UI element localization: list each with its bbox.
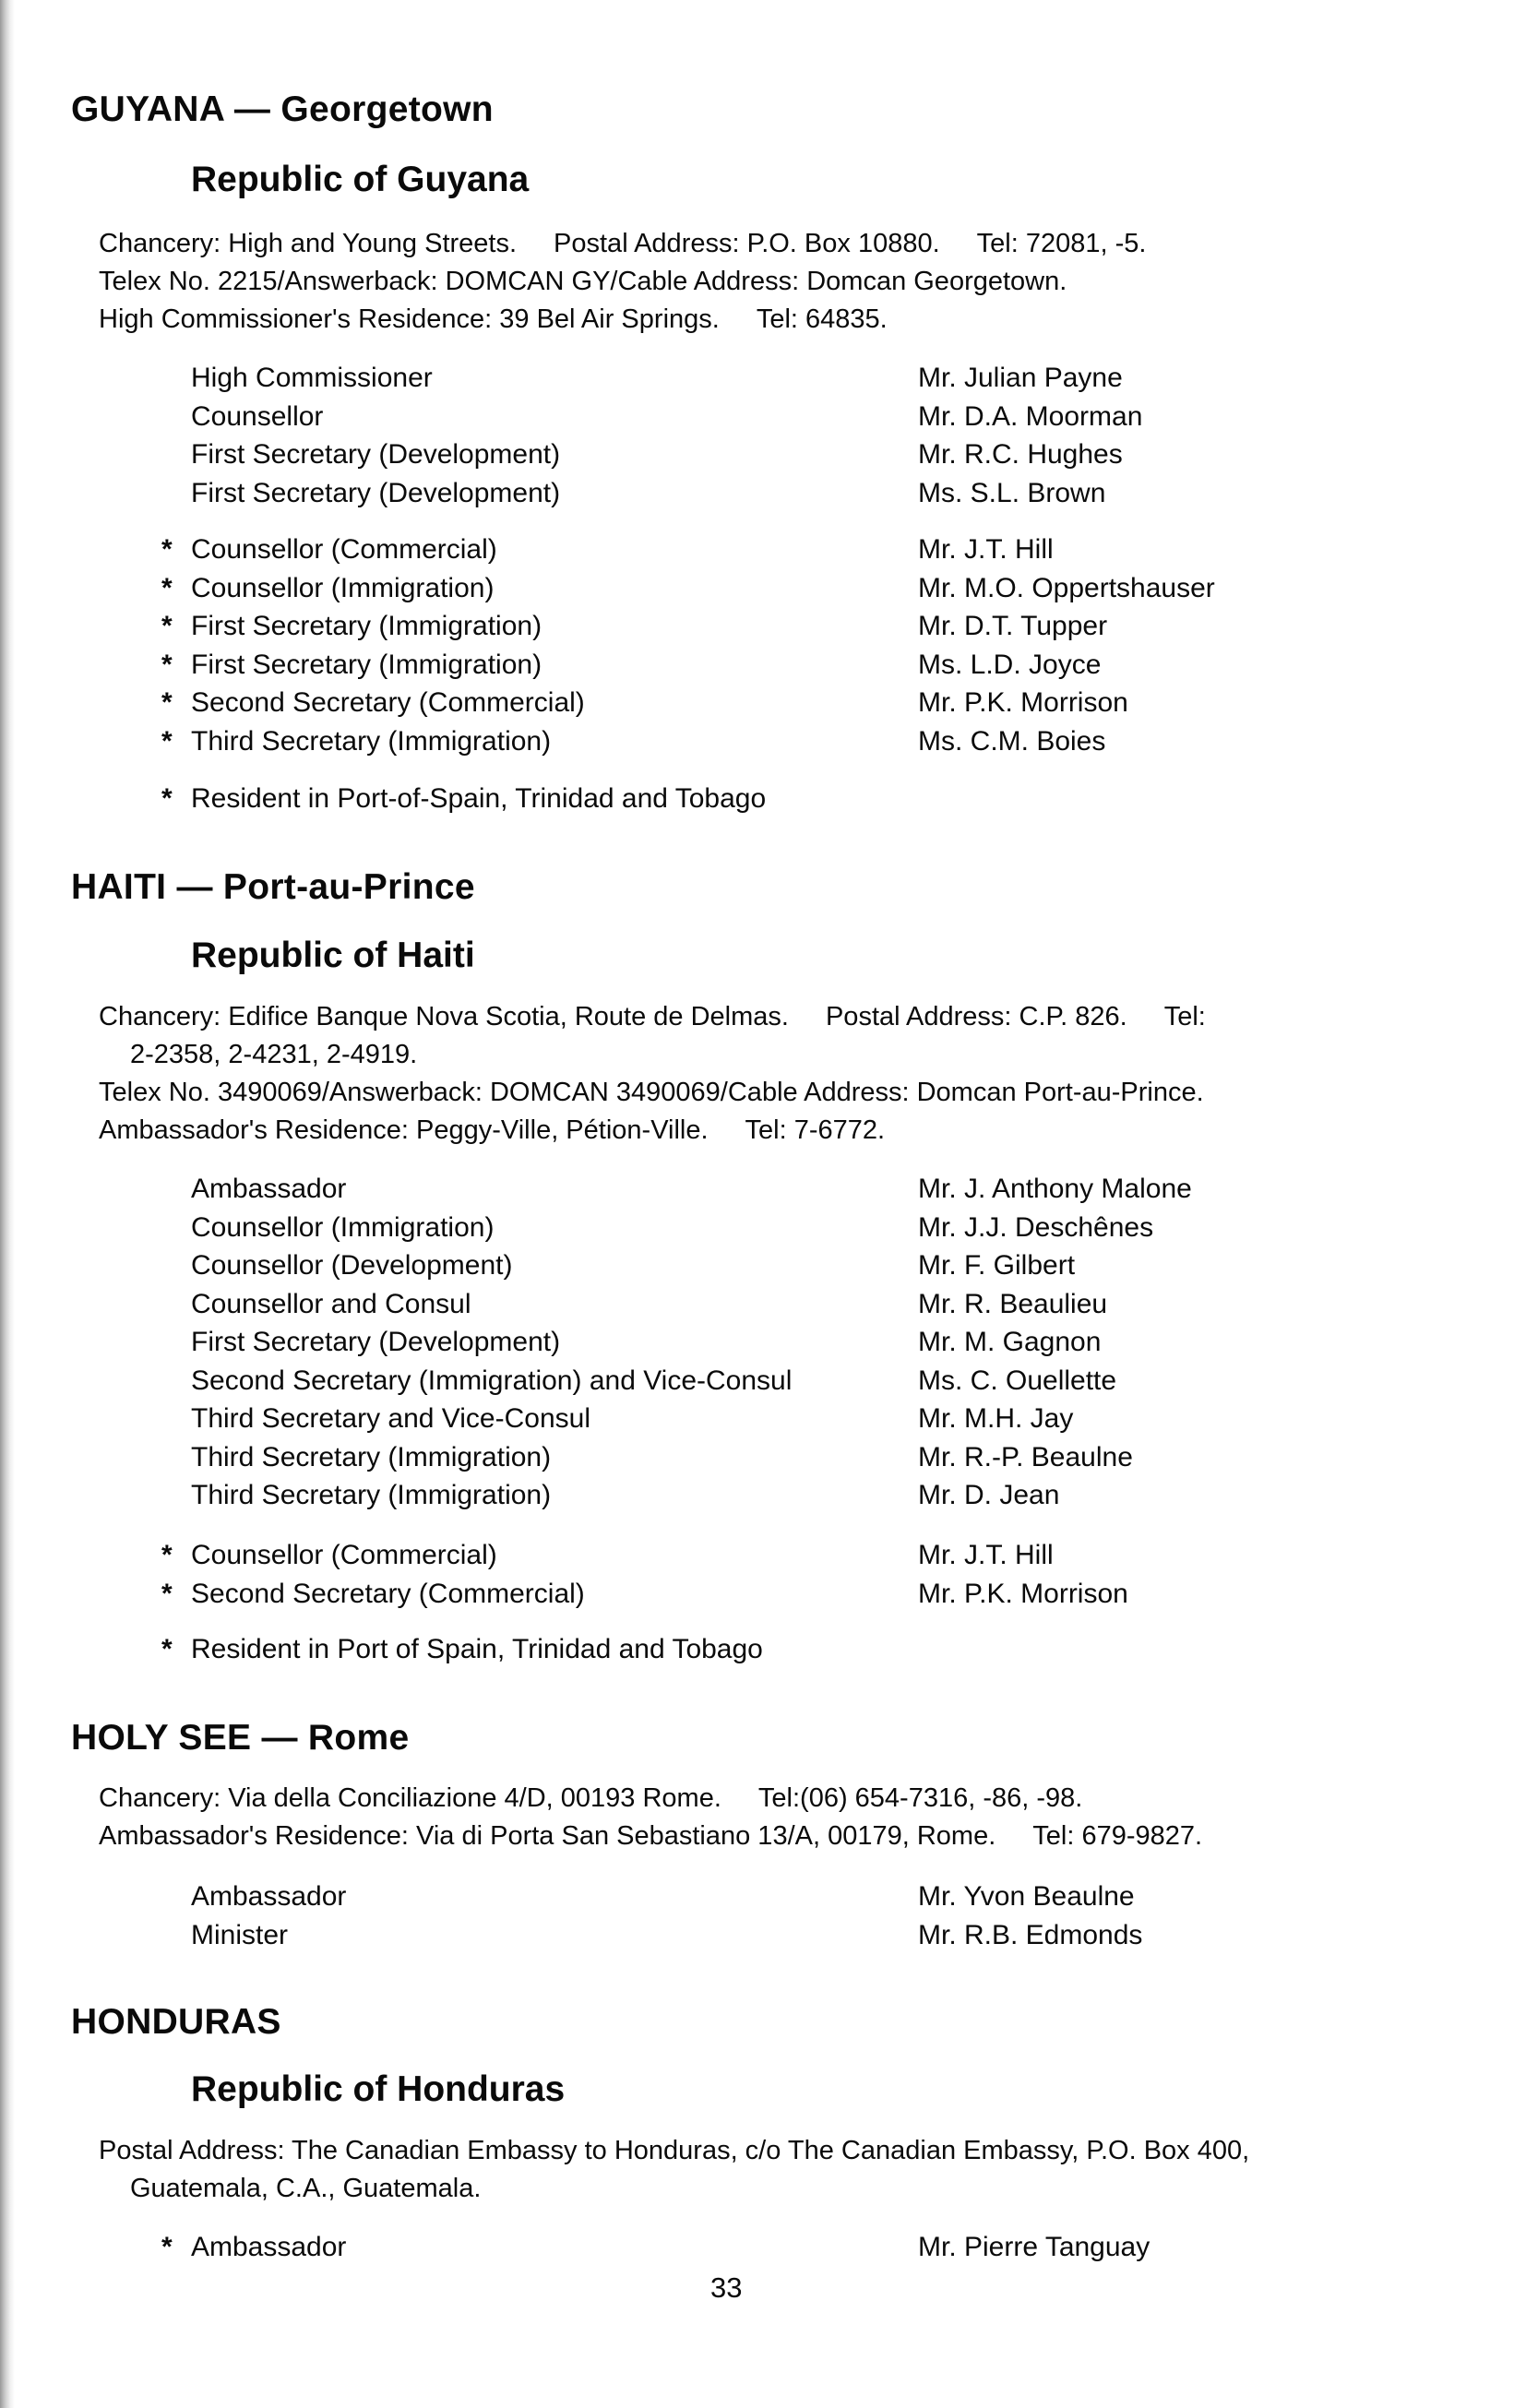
staff-name: Mr. J.T. Hill [918,1540,1054,1570]
resident-staff-list-haiti [161,1536,1298,1613]
footnote-marker: * [161,572,173,603]
staff-row [191,1362,1298,1401]
footnote-text: Resident in Port-of-Spain, Trinidad and Tobago [191,783,767,814]
staff-row [191,435,1298,474]
staff-row [161,646,1298,685]
staff-role: Counsellor (Commercial) [191,534,497,565]
staff-role: First Secretary (Immigration) [191,611,542,641]
staff-role: Second Secretary (Commercial) [191,1578,585,1609]
residence-line [99,1818,1409,1855]
staff-role: Ambassador [191,1174,347,1204]
address-block-guyana [99,225,1409,339]
address-block-haiti [99,998,1409,1150]
staff-role: First Secretary (Development) [191,439,561,470]
staff-row [191,1285,1298,1324]
staff-row [191,359,1298,398]
page-number: 33 [710,2271,743,2304]
staff-role: Counsellor (Immigration) [191,572,495,603]
staff-role: Counsellor (Commercial) [191,1540,497,1570]
staff-name: Ms. C. Ouellette [918,1365,1117,1396]
staff-row [161,2228,1298,2267]
address-line [99,1780,1409,1818]
staff-role: Counsellor [191,400,324,432]
scan-edge-shadow [0,0,15,2408]
staff-role: Counsellor (Development) [191,1250,513,1281]
staff-role: Counsellor (Immigration) [191,1211,495,1243]
staff-name: Mr. M. Gagnon [918,1327,1102,1357]
staff-row [161,684,1298,722]
chancery-text: Chancery: Via della Conciliazione 4/D, 00193 Rome. [99,1783,721,1813]
country-heading-honduras: HONDURAS [71,2002,281,2042]
staff-name: Mr. D.A. Moorman [918,400,1143,432]
staff-row [191,1246,1298,1285]
footnote-marker: * [161,611,173,641]
staff-role: First Secretary (Development) [191,477,561,508]
staff-row [191,1400,1298,1438]
residence-text: Ambassador's Residence: Peggy-Ville, Pétion-Ville. [99,1115,709,1145]
staff-role: Counsellor and Consul [191,1288,471,1319]
staff-row [161,607,1298,646]
residence-text: Ambassador's Residence: Via di Porta San Sebastiano 13/A, 00179, Rome. [99,1821,996,1851]
address-block-holy-see [99,1780,1409,1855]
staff-row [191,1323,1298,1362]
staff-role: Ambassador [191,2232,347,2262]
resident-staff-list-honduras [161,2228,1298,2267]
staff-row [191,1916,1298,1955]
staff-name: Mr. R.-P. Beaulne [918,1441,1133,1472]
staff-name: Mr. P.K. Morrison [918,1578,1128,1609]
chancery-text: Chancery: High and Young Streets. [99,229,518,258]
staff-name: Mr. D.T. Tupper [918,611,1108,641]
staff-row [161,569,1298,608]
staff-role: Second Secretary (Immigration) and Vice-Consul [191,1365,793,1396]
staff-name: Mr. D. Jean [918,1480,1060,1510]
postal-line: Postal Address: The Canadian Embassy to Honduras, c/o The Canadian Embassy, P.O. Box 400, [99,2136,1250,2165]
footnote-text: Resident in Port of Spain, Trinidad and Tobago [191,1634,763,1664]
staff-name: Mr. R.C. Hughes [918,439,1123,470]
staff-name: Mr. J.T. Hill [918,534,1054,565]
country-heading-holy-see: HOLY SEE — Rome [71,1718,410,1758]
telex-line: Telex No. 2215/Answerback: DOMCAN GY/Cable Address: Domcan Georgetown. [99,267,1067,296]
staff-role: Third Secretary and Vice-Consul [191,1403,590,1434]
staff-role: Third Secretary (Immigration) [191,1480,552,1510]
tel-text: Tel:(06) 654-7316, -86, -98. [757,1783,1083,1813]
postal-text: Postal Address: P.O. Box 10880. [554,229,940,258]
country-subtitle-guyana: Republic of Guyana [191,160,530,199]
staff-list-holy-see [191,1878,1298,1954]
footnote-marker: * [161,1540,173,1570]
staff-name: Mr. Julian Payne [918,363,1123,393]
country-heading-guyana: GUYANA — Georgetown [71,89,494,129]
staff-row [161,1536,1298,1575]
staff-name: Ms. L.D. Joyce [918,649,1102,680]
staff-name: Mr. R.B. Edmonds [918,1919,1143,1950]
address-block-honduras [99,2132,1409,2208]
footnote-marker: * [161,725,173,757]
residence-tel-text: Tel: 64835. [756,304,888,334]
residence-line [99,1112,1409,1150]
staff-role: Third Secretary (Immigration) [191,1441,552,1472]
footnote-haiti [161,1634,763,1665]
country-subtitle-honduras: Republic of Honduras [191,2069,566,2109]
staff-name: Mr. Yvon Beaulne [918,1881,1135,1912]
footnote-marker: * [161,649,173,680]
staff-role: First Secretary (Development) [191,1327,561,1357]
staff-row [191,1878,1298,1916]
country-subtitle-haiti: Republic of Haiti [191,936,475,975]
residence-tel-text: Tel: 679-9827. [1032,1821,1203,1851]
staff-row [191,474,1298,513]
postal-continuation-line: Guatemala, C.A., Guatemala. [130,2174,482,2203]
tel-numbers-line: 2-2358, 2-4231, 2-4919. [130,1040,418,1069]
residence-text: High Commissioner's Residence: 39 Bel Air Springs. [99,304,720,334]
staff-role: Ambassador [191,1881,347,1912]
staff-name: Mr. M.H. Jay [918,1403,1074,1434]
staff-name: Mr. J. Anthony Malone [918,1174,1192,1204]
address-line [99,225,1409,263]
staff-name: Mr. F. Gilbert [918,1250,1076,1281]
staff-name: Mr. R. Beaulieu [918,1288,1108,1319]
staff-name: Mr. M.O. Oppertshauser [918,572,1215,603]
staff-row [191,398,1298,436]
staff-role: High Commissioner [191,363,433,393]
staff-role: First Secretary (Immigration) [191,649,542,680]
postal-text: Postal Address: C.P. 826. [825,1002,1127,1031]
staff-row [161,530,1298,569]
address-line [99,998,1409,1036]
staff-role: Minister [191,1919,289,1950]
staff-row [191,1476,1298,1515]
staff-name: Mr. P.K. Morrison [918,687,1128,718]
footnote-marker: * [161,1578,173,1609]
tel-text: Tel: 72081, -5. [976,229,1147,258]
staff-role: Second Secretary (Commercial) [191,687,585,718]
staff-role: Third Secretary (Immigration) [191,725,552,757]
footnote-marker: * [161,687,173,718]
tel-text: Tel: [1163,1002,1206,1031]
staff-list-haiti [191,1170,1298,1515]
staff-name: Mr. J.J. Deschênes [918,1211,1154,1243]
footnote-marker: * [161,534,173,565]
staff-row [191,1438,1298,1477]
staff-name: Ms. S.L. Brown [918,477,1106,508]
telex-line: Telex No. 3490069/Answerback: DOMCAN 3490069/Cable Address: Domcan Port-au-Prince. [99,1078,1204,1107]
footnote-marker: * [161,1634,173,1664]
staff-list-guyana [191,359,1298,512]
staff-name: Mr. Pierre Tanguay [918,2232,1150,2262]
staff-row [191,1170,1298,1209]
staff-row [161,1575,1298,1614]
staff-row [191,1209,1298,1247]
footnote-guyana [161,783,767,815]
resident-staff-list-guyana [161,530,1298,760]
residence-tel-text: Tel: 7-6772. [745,1115,886,1145]
staff-name: Ms. C.M. Boies [918,725,1106,757]
footnote-marker: * [161,2232,173,2262]
footnote-marker: * [161,783,173,814]
residence-line [99,301,1409,339]
country-heading-haiti: HAITI — Port-au-Prince [71,867,475,907]
staff-row [161,722,1298,761]
chancery-text: Chancery: Edifice Banque Nova Scotia, Route de Delmas. [99,1002,789,1031]
